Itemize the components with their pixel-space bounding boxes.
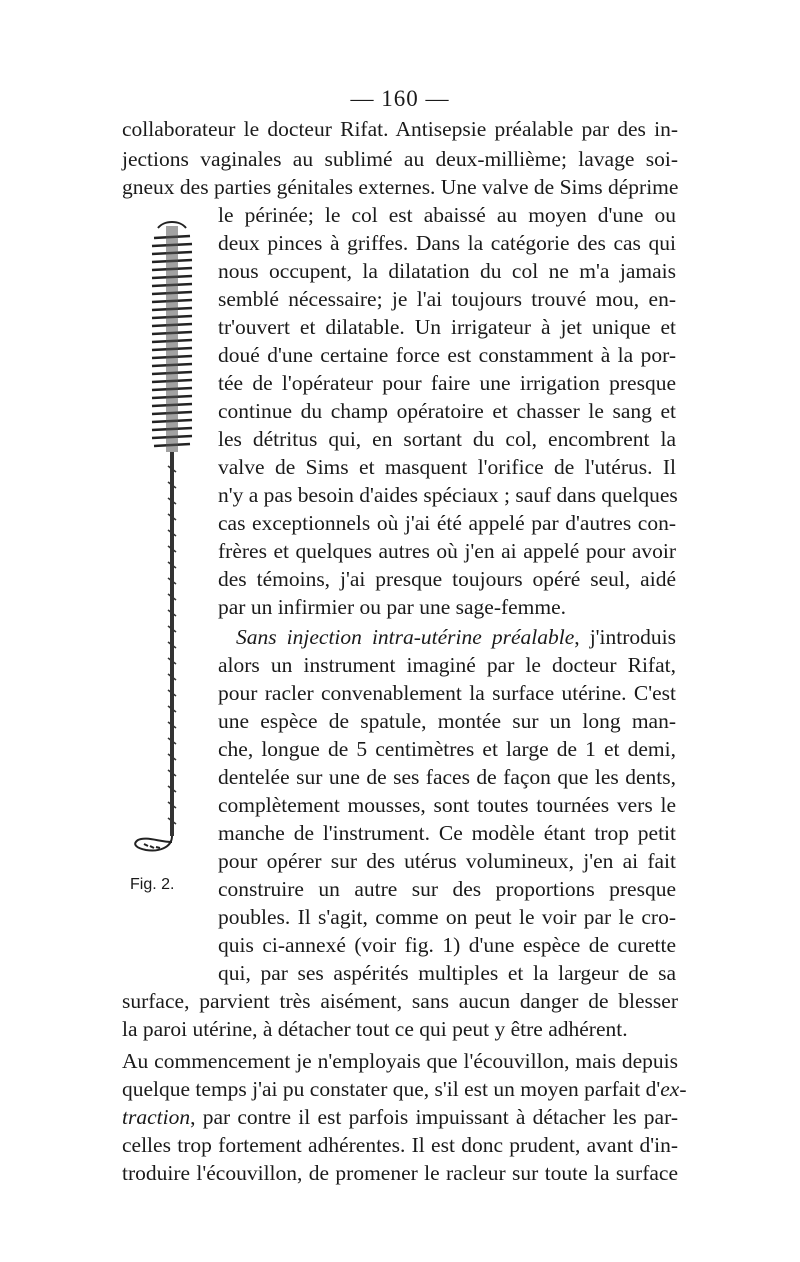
italic-phrase: Sans injection intra-utérine préalable — [236, 625, 575, 649]
text-line: poubles. Il s'agit, comme on peut le voir par le cro- — [218, 905, 676, 929]
text-line — [122, 1102, 678, 1132]
text-line: manche de l'instrument. Ce modèle étant trop petit — [218, 821, 676, 845]
text-line: qui, par ses aspérités multiples et la largeur de sa — [218, 961, 676, 985]
italic-phrase: traction — [122, 1105, 191, 1129]
text-line: troduire l'écouvillon, de promener le racleur sur toute la surface — [122, 1161, 678, 1185]
page-number: — 160 — — [350, 86, 450, 111]
text-line — [218, 622, 676, 652]
text-span: , par contre il est parfois impuissant à détacher les par- — [190, 1105, 678, 1129]
handle-ring — [135, 836, 172, 850]
text-line: le périnée; le col est abaissé au moyen d'une ou — [218, 203, 676, 227]
text-line: par un infirmier ou par une sage-femme. — [218, 595, 567, 619]
text-span: , j'introduis — [574, 625, 677, 649]
text-line: cas exceptionnels où j'ai été appelé par d'autres con- — [218, 511, 676, 535]
figure-caption: Fig. 2. — [130, 876, 175, 893]
italic-phrase: ex- — [660, 1077, 687, 1101]
text-line: continue du champ opératoire et chasser le sang et — [218, 399, 676, 423]
brush-head — [152, 222, 192, 452]
text-line: pour racler convenablement la surface utérine. C'est — [218, 681, 676, 705]
text-line: Au commencement je n'employais que l'écouvillon, mais depuis — [122, 1049, 678, 1073]
text-line: une espèce de spatule, montée sur un long man- — [218, 709, 676, 733]
text-line: complètement mousses, sont toutes tournées vers le — [218, 793, 676, 817]
text-line: des témoins, j'ai presque toujours opéré seul, aidé — [218, 567, 676, 591]
text-line: collaborateur le docteur Rifat. Antisepsie préalable par des in- — [122, 117, 678, 141]
text-line: surface, parvient très aisément, sans aucun danger de blesser — [122, 989, 678, 1013]
text-line: celles trop fortement adhérentes. Il est donc prudent, avant d'in- — [122, 1133, 678, 1157]
text-line — [122, 1074, 687, 1104]
twisted-handle — [168, 452, 176, 836]
text-line: semblé nécessaire; je l'ai toujours trouvé mou, en- — [218, 287, 676, 311]
text-line: la paroi utérine, à détacher tout ce qui peut y être adhérent. — [122, 1017, 628, 1041]
text-line: che, longue de 5 centimètres et large de 1 et demi, — [218, 737, 676, 761]
text-line: pour opérer sur des utérus volumineux, j'en ai fait — [218, 849, 676, 873]
text-line: quis ci-annexé (voir fig. 1) d'une espèce de curette — [218, 933, 676, 957]
text-line: gneux des parties génitales externes. Une valve de Sims déprime — [122, 175, 679, 199]
text-line: doué d'une certaine force est constamment à la por- — [218, 343, 676, 367]
text-line: construire un autre sur des proportions presque — [218, 877, 676, 901]
text-line: frères et quelques autres où j'en ai appelé pour avoir — [218, 539, 676, 563]
curette-illustration — [128, 216, 212, 868]
text-span: quelque temps j'ai pu constater que, s'il est un moyen parfait d' — [122, 1077, 661, 1101]
text-line: tr'ouvert et dilatable. Un irrigateur à jet unique et — [218, 315, 676, 339]
text-line: jections vaginales au sublimé au deux-millième; lavage soi- — [122, 147, 678, 171]
text-line: nous occupent, la dilatation du col ne m'a jamais — [218, 259, 676, 283]
text-line: dentelée sur une de ses faces de façon que les dents, — [218, 765, 676, 789]
text-line: tée de l'opérateur pour faire une irrigation presque — [218, 371, 676, 395]
text-line: deux pinces à griffes. Dans la catégorie des cas qui — [218, 231, 676, 255]
text-line: alors un instrument imaginé par le docteur Rifat, — [218, 653, 676, 677]
text-line: les détritus qui, en sortant du col, encombrent la — [218, 427, 676, 451]
text-line: n'y a pas besoin d'aides spéciaux ; sauf dans quelques — [218, 483, 678, 507]
text-line: valve de Sims et masquent l'orifice de l'utérus. Il — [218, 455, 676, 479]
